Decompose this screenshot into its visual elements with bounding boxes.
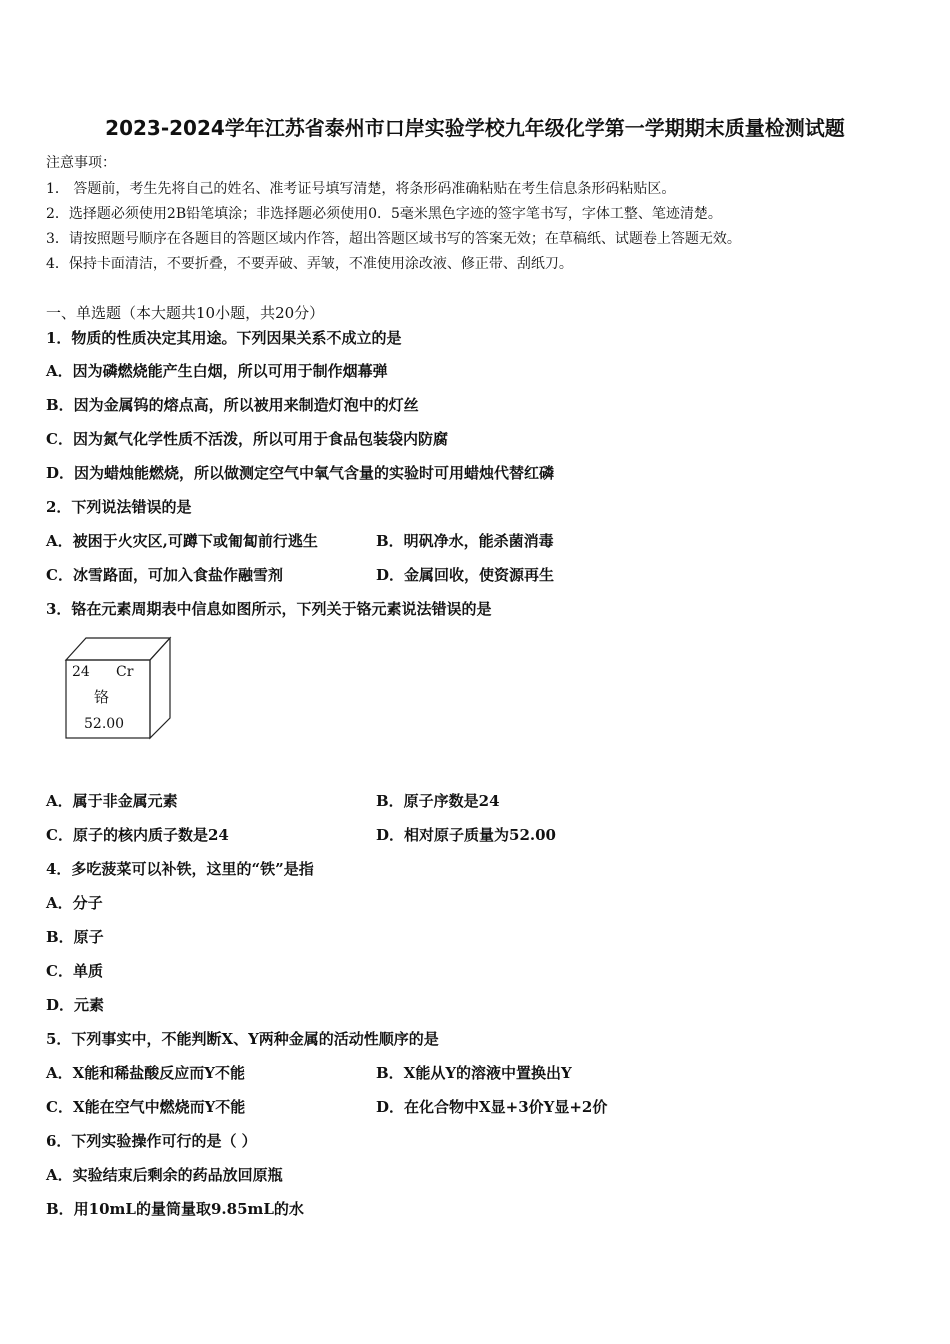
question-4-option-a: A．分子 [46, 894, 103, 912]
question-4-option-c: C．单质 [46, 962, 103, 980]
notice-item: 4．保持卡面清洁，不要折叠，不要弄破、弄皱，不准使用涂改液、修正带、刮纸刀。 [46, 256, 573, 272]
question-6-option-b: B．用10mL的量筒量取9.85mL的水 [46, 1200, 304, 1218]
question-3-option-b: B．原子序数是24 [376, 792, 500, 810]
question-5-option-d: D．在化合物中X显+3价Y显+2价 [376, 1098, 608, 1116]
question-5-option-c: C．X能在空气中燃烧而Y不能 [46, 1098, 246, 1116]
notice-heading: 注意事项： [46, 155, 116, 171]
question-3-option-d: D．相对原子质量为52.00 [376, 826, 556, 844]
question-3-option-a: A．属于非金属元素 [46, 792, 178, 810]
question-6-stem: 6．下列实验操作可行的是（ ） [46, 1132, 257, 1150]
question-1-option-a: A．因为磷燃烧能产生白烟，所以可用于制作烟幕弹 [46, 362, 388, 380]
question-1-option-d: D．因为蜡烛能燃烧，所以做测定空气中氧气含量的实验时可用蜡烛代替红磷 [46, 464, 555, 482]
question-5-stem: 5．下列事实中，不能判断X、Y两种金属的活动性顺序的是 [46, 1030, 439, 1048]
question-4-option-d: D．元素 [46, 996, 105, 1014]
question-2-stem: 2．下列说法错误的是 [46, 498, 192, 516]
question-3-stem: 3．铬在元素周期表中信息如图所示，下列关于铬元素说法错误的是 [46, 600, 492, 618]
section-heading: 一、单选题（本大题共10小题，共20分） [46, 304, 325, 322]
question-2-option-a: A．被困于火灾区,可蹲下或匍匐前行逃生 [46, 532, 318, 550]
question-1-option-c: C．因为氮气化学性质不活泼，所以可用于食品包装袋内防腐 [46, 430, 448, 448]
element-card-chromium [64, 634, 176, 742]
notice-item: 1． 答题前，考生先将自己的姓名、准考证号填写清楚，将条形码准确粘贴在考生信息条形码粘贴区。 [46, 181, 676, 197]
page-title: 2023-2024学年江苏省泰州市口岸实验学校九年级化学第一学期期末质量检测试题 [105, 116, 845, 140]
notice-item: 2．选择题必须使用2B铅笔填涂；非选择题必须使用0．5毫米黑色字迹的签字笔书写，字体工整、笔迹清楚。 [46, 206, 722, 222]
question-2-option-c: C．冰雪路面，可加入食盐作融雪剂 [46, 566, 283, 584]
element-atomic-mass: 52.00 [84, 716, 125, 732]
question-5-option-b: B．X能从Y的溶液中置换出Y [376, 1064, 572, 1082]
element-name: 铬 [94, 688, 110, 706]
element-atomic-number: 24 [72, 664, 90, 680]
question-2-option-d: D．金属回收，使资源再生 [376, 566, 555, 584]
question-3-option-c: C．原子的核内质子数是24 [46, 826, 229, 844]
question-6-option-a: A．实验结束后剩余的药品放回原瓶 [46, 1166, 283, 1184]
question-1-option-b: B．因为金属钨的熔点高，所以被用来制造灯泡中的灯丝 [46, 396, 419, 414]
question-4-option-b: B．原子 [46, 928, 104, 946]
question-2-option-b: B．明矾净水，能杀菌消毒 [376, 532, 554, 550]
question-5-option-a: A．X能和稀盐酸反应而Y不能 [46, 1064, 245, 1082]
question-1-stem: 1．物质的性质决定其用途。下列因果关系不成立的是 [46, 329, 402, 347]
notice-item: 3．请按照题号顺序在各题目的答题区域内作答，超出答题区域书写的答案无效；在草稿纸、试题卷上答题无效。 [46, 231, 741, 247]
element-symbol: Cr [116, 664, 134, 680]
question-4-stem: 4．多吃菠菜可以补铁，这里的“铁”是指 [46, 860, 314, 878]
